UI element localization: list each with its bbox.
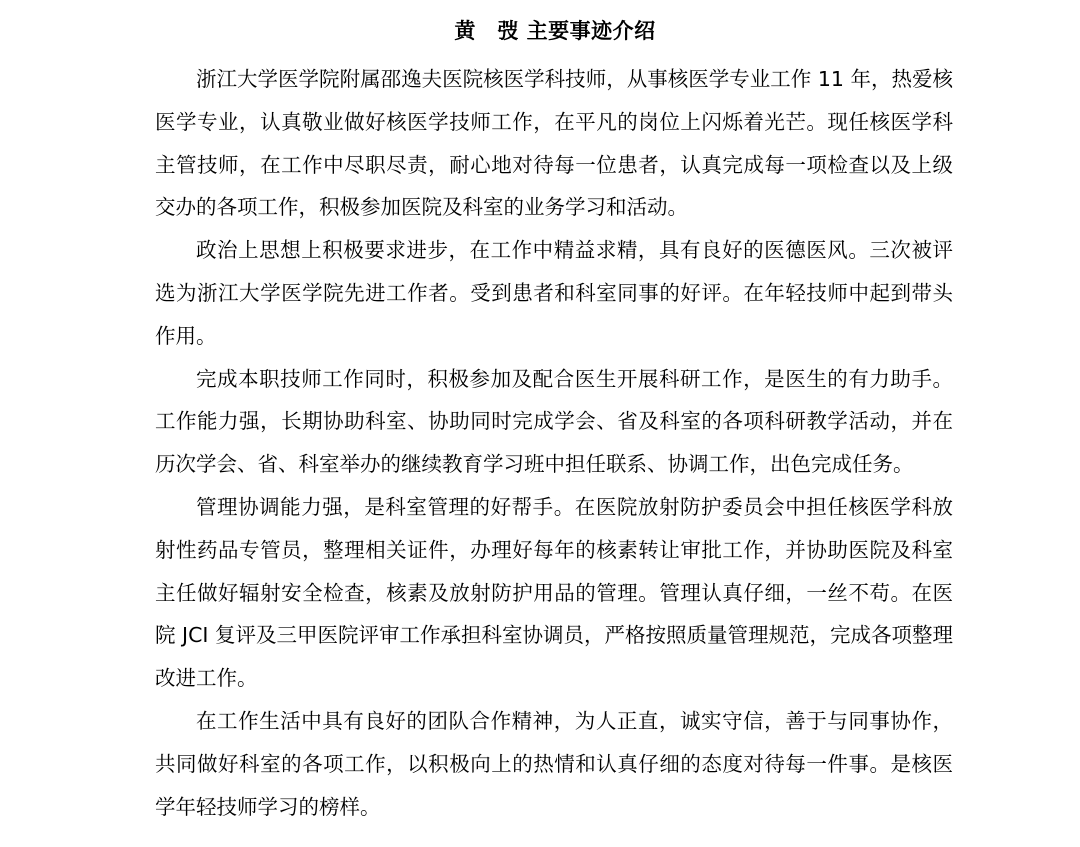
paragraph-3: 完成本职技师工作同时，积极参加及配合医生开展科研工作，是医生的有力助手。工作能力强，长期协助科室、协助同时完成学会、省及科室的各项科研教学活动，并在历次学会、省、科室举办的继续教育学习班中担任联系、协调工作，出色完成任务。 [155,366,953,477]
document-title: 黄 弢 主要事迹介绍 [454,19,656,43]
paragraph-1: 浙江大学医学院附属邵逸夫医院核医学科技师，从事核医学专业工作 11 年，热爱核医学专业，认真敬业做好核医学技师工作，在平凡的岗位上闪烁着光芒。现任核医学科主管技师，在工作中尽职尽责，耐心地对待每一位患者，认真完成每一项检查以及上级交办的各项工作，积极参加医院及科室的业务学习和活动。 [155,67,953,220]
document-body [155,58,953,828]
paragraph-2: 政治上思想上积极要求进步，在工作中精益求精，具有良好的医德医风。三次被评选为浙江大学医学院先进工作者。受到患者和科室同事的好评。在年轻技师中起到带头作用。 [155,238,953,348]
paragraph-5: 在工作生活中具有良好的团队合作精神，为人正直，诚实守信，善于与同事协作，共同做好科室的各项工作，以积极向上的热情和认真仔细的态度对待每一件事。是核医学年轻技师学习的榜样。 [155,708,953,819]
paragraph-4: 管理协调能力强，是科室管理的好帮手。在医院放射防护委员会中担任核医学科放射性药品专管员，整理相关证件，办理好每年的核素转让审批工作，并协助医院及科室主任做好辐射安全检查，核素及放射防护用品的管理。管理认真仔细，一丝不苟。在医院 JCI 复评及三甲医院评审工作承担科室协调员，严格按照质量管理规范，完成各项整理改进工作。 [155,494,953,691]
